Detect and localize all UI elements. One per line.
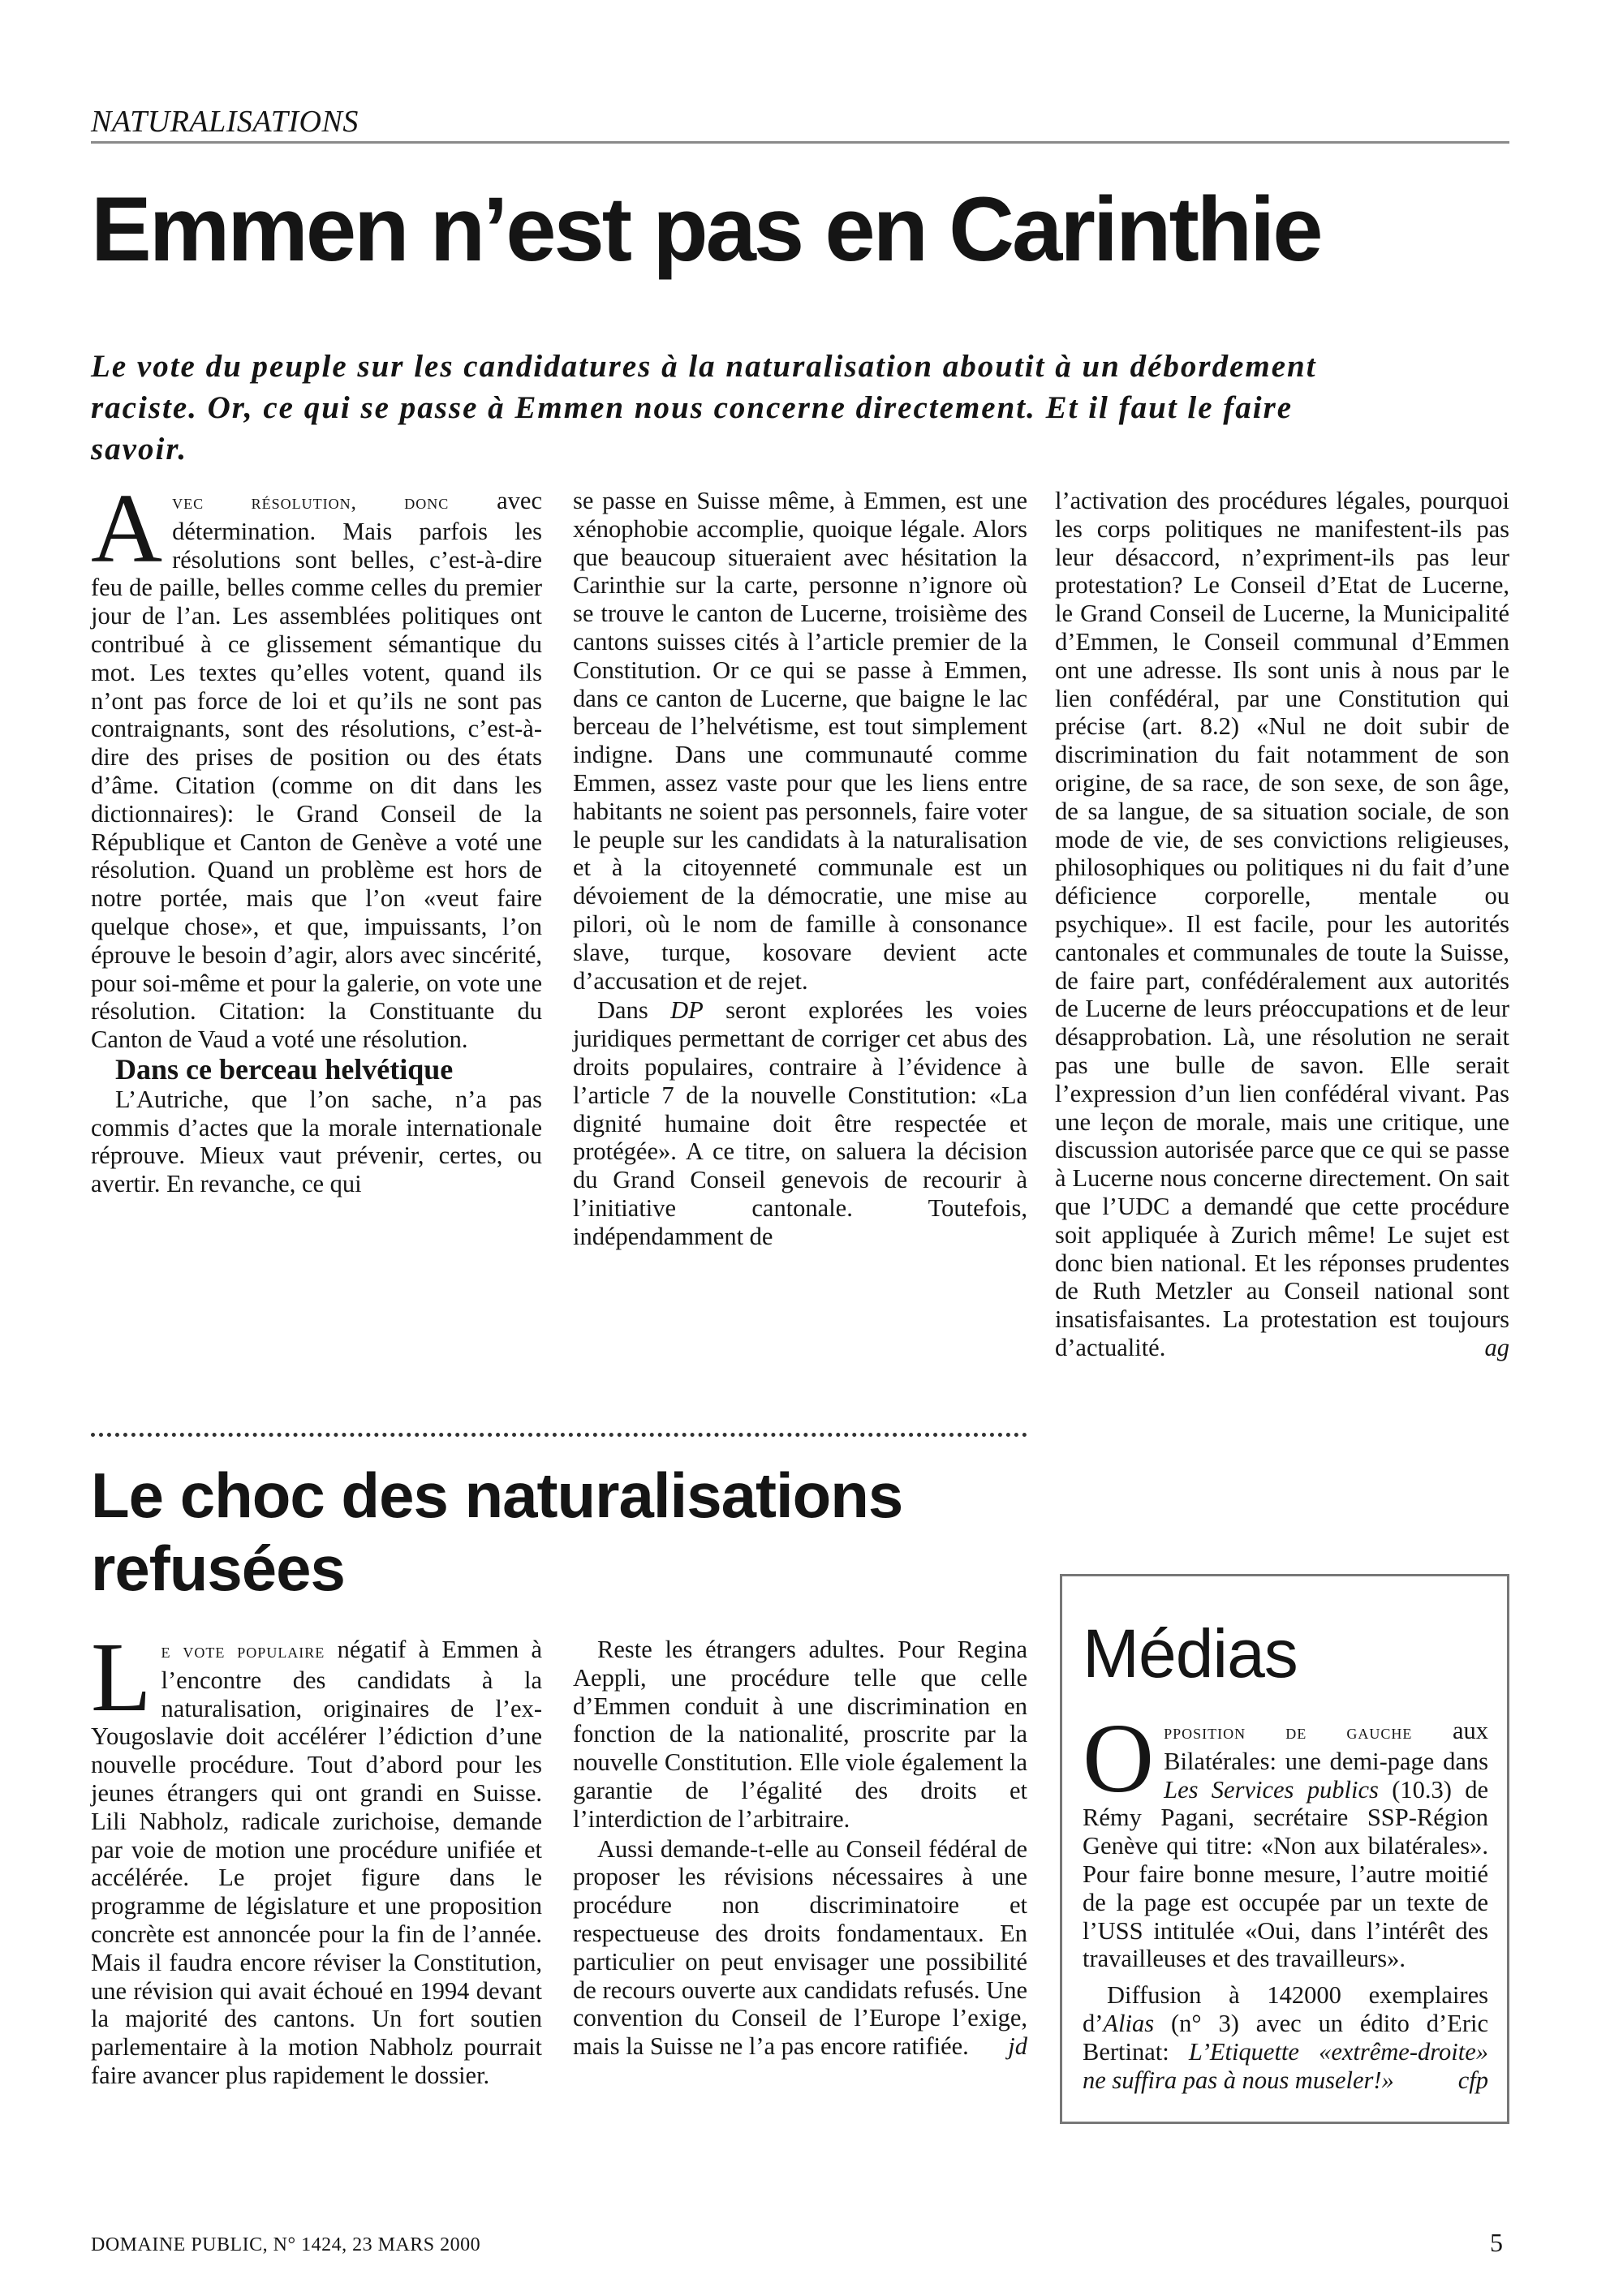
section-rule (91, 141, 1509, 144)
article2-column-2 (573, 1636, 1027, 2061)
article-subhead: Dans ce berceau helvétique (115, 1052, 454, 1086)
medias-column (1083, 1704, 1488, 2094)
medias-title: Médias (1083, 1615, 1298, 1692)
opening-small-caps: pposition de gauche (1164, 1722, 1413, 1743)
article2-column-1 (91, 1623, 542, 2090)
publication-name: Les Services publics (1164, 1775, 1379, 1804)
article-lead: Le vote du peuple sur les candidatures à la naturalisation aboutit à un débordement raciste. Or, ce qui se passe à Emmen nous concerne directement. Et il faut le faire savoir. (91, 349, 1317, 467)
drop-cap: L (91, 1623, 152, 1732)
medias-paragraph (1083, 1704, 1488, 1973)
article2-paragraph (91, 1623, 542, 2090)
paragraph-text: Dans (597, 996, 671, 1025)
drop-cap: O (1083, 1704, 1155, 1813)
author-signature: jd (1008, 2032, 1027, 2061)
quoted-title: L’Etiquette «extrême-droite» ne suffira pas à nous museler!» (1083, 2037, 1488, 2094)
article2-headline: Le choc des naturalisations refusées (91, 1460, 903, 1604)
article1-paragraph (573, 996, 1027, 1250)
footer-publication: DOMAINE PUBLIC, N° 1424, 23 MARS 2000 (91, 2234, 481, 2255)
article1-paragraph (91, 474, 542, 1054)
publication-name: Alias (1103, 2009, 1155, 2037)
paragraph-text: l’activation des procédures légales, pourquoi les corps politiques ne manifestent-ils pas leur désaccord, n’expriment-ils pas leur protestation? Le Conseil d’Etat de Lucerne, le Grand Conseil de Lucerne, la Municipalité d’Emmen, le Conseil communal d’Emmen ont une adresse. Ils sont unis à nous par le lien confédéral, par une Constitution qui précise (art. 8.2) «Nul ne doit subir de discrimination du fait notamment de son origine, de sa race, de son sexe, de son âge, de sa langue, de sa situation sociale, de son mode de vie, de ses convictions religieuses, philosophiques ou politiques ni du fait d’une déficience corporelle, mentale ou psychique». Il est facile, pour les autorités cantonales et communales de toute la Suisse, de faire part, confédéralement aux autorités de Lucerne de leurs préoccupations et de leur désapprobation. Là, une résolution ne serait pas une bulle de savon. Elle serait l’expression d’un lien confédéral vivant. Pas une leçon de morale, mais une critique, une discussion autorisée parce que ce qui se passe à Lucerne nous concerne directement. On sait que l’UDC a demandé que cette procédure soit appliquée à Zurich même! Le sujet est donc bien national. Et les réponses prudentes de Ruth Metzler au Conseil national sont insatisfaisantes. La protestation est toujours d’actualité. (1055, 487, 1509, 1361)
article1-paragraph: se passe en Suisse même, à Emmen, est une xénophobie accomplie, quoique légale. Alors que beaucoup situeraient avec hésitation la Carinthie sur la carte, personne n’ignore où se trouve le canton de Lucerne, troisième des cantons suisses cités à l’article premier de la Constitution. Or ce qui se passe à Emmen, dans ce canton de Lucerne, que baigne le lac berceau de l’helvétisme, est tout simplement indigne. Dans une communauté comme Emmen, assez vaste pour que les liens entre habitants ne soient pas personnels, faire voter le peuple sur les candidats à la naturalisation et à la citoyenneté communale est un dévoiement de la démocratie, une mise au pilori, où le nom de famille à consonance slave, turque, kosovare devient acte d’accusation et de rejet. (573, 487, 1027, 995)
article1-paragraph (1055, 487, 1509, 1362)
drop-cap: A (91, 474, 163, 583)
dotted-divider (91, 1433, 1027, 1437)
paragraph-text: Aussi demande-t-elle au Conseil fédéral de proposer les révisions nécessaires à une procédure non discriminatoire et respectueuse des droits fondamentaux. En particulier on peut envisager une possibilité de recours ouverte aux candidats refusés. Une convention du Conseil de l’Europe l’exige, mais la Suisse ne l’a pas encore ratifiée. (573, 1834, 1027, 2061)
paragraph-text: (10.3) de Rémy Pagani, secrétaire SSP-Région Genève qui titre: «Non aux bilatérales». Pour faire bonne mesure, l’autre moitié de la page est occupée par un texte de l’USS intitulée «Oui, dans l’intérêt des travailleuses et des travailleurs». (1083, 1775, 1488, 1973)
paragraph-text: Diffusion à 142000 exemplaires d’ (1083, 1981, 1488, 2037)
page-number: 5 (1490, 2228, 1503, 2257)
article1-paragraph: L’Autriche, que l’on sache, n’a pas commis d’actes que la morale internationale réprouve. Mieux vaut prévenir, certes, ou avertir. En revanche, ce qui (91, 1085, 542, 1198)
article2-paragraph: Reste les étrangers adultes. Pour Regina Aeppli, une procédure telle que celle d’Emmen conduit à une discrimination en fonction de la nationalité, proscrite par la nouvelle Constitution. Elle viole également la garantie de l’égalité des droits et l’interdiction de l’arbitraire. (573, 1636, 1027, 1833)
article1-column-1 (91, 474, 542, 1198)
paragraph-text: (n° 3) avec un édito d’Eric Bertinat: (1083, 2009, 1488, 2066)
section-label: NATURALISATIONS (91, 105, 359, 139)
author-signature: cfp (1457, 2066, 1488, 2094)
article1-column-2 (573, 487, 1027, 1251)
opening-small-caps: vec résolution, donc (172, 492, 450, 514)
paragraph-text: aux Bilatérales: une demi-page dans (1164, 1717, 1488, 1775)
author-signature: ag (1484, 1333, 1509, 1361)
opening-small-caps: e vote populaire (161, 1640, 325, 1662)
article1-column-3 (1055, 487, 1509, 1362)
publication-name: DP (670, 996, 704, 1025)
medias-paragraph (1083, 1981, 1488, 2094)
paragraph-text: avec détermination. Mais parfois les résolutions sont belles, c’est-à-dire feu de paille, belles comme celles du premier jour de l’an. Les assemblées politiques ont contribué à ce glissement sémantique du mot. Les textes qu’elles votent, quand ils n’ont pas force de loi et qu’ils ne sont pas contraignants, sont des résolutions, c’est-à-dire des prises de position ou des états d’âme. Citation (comme on dit dans les dictionnaires): le Grand Conseil de la République et Canton de Genève a voté une résolution. Quand un problème est hors de notre portée, mais que l’on «veut faire quelque chose», et que, impuissants, l’on éprouve le besoin d’agir, alors avec sincérité, pour soi-même et pour la galerie, on vote une résolution. Citation: la Constituante du Canton de Vaud a voté une résolution. (91, 487, 542, 1054)
paragraph-text: négatif à Emmen à l’encontre des candidats à la naturalisation, originaires de l’ex-Yougoslavie doit accélérer l’édiction d’une nouvelle procédure. Tout d’abord pour les jeunes étrangers qui ont grandi en Suisse. Lili Nabholz, radicale zurichoise, demande par voie de motion une procédure unifiée et accélérée. Le projet figure dans le programme de législature et une proposition concrète est annoncée pour la fin de l’année. Mais il faudra encore réviser la Constitution, une révision qui avait échoué en 1994 devant la majorité des cantons. Un fort soutien parlementaire à la motion Nabholz pourrait faire avancer plus rapidement le dossier. (91, 1636, 542, 2089)
article2-paragraph (573, 1835, 1027, 2061)
paragraph-text: seront explorées les voies juridiques permettant de corriger cet abus des droits populaires, contraire à l’évidence à l’article 7 de la nouvelle Constitution: «La dignité humaine doit être respectée et protégée». A ce titre, on saluera la décision du Grand Conseil genevois de recourir à l’initiative cantonale. Toutefois, indépendamment de (573, 996, 1027, 1250)
article-headline: Emmen n’est pas en Carinthie (91, 178, 1321, 280)
